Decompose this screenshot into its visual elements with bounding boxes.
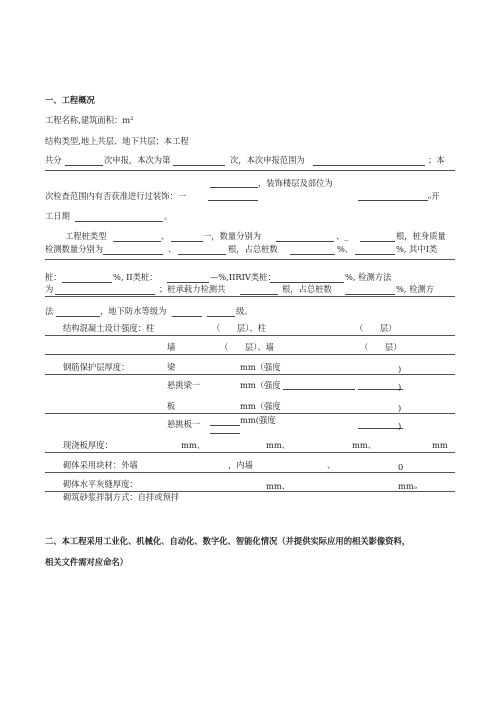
rule-line [45,170,455,171]
blank-method [55,294,155,295]
section-2-title-line-2: 相关文件需对应命名） [45,557,128,567]
close-paren: ) [398,403,402,413]
section-1-title: 一、工程概况 [45,95,95,105]
cover-label: 钢筋保护层厚度： [63,362,130,372]
decoration-floor-text: ，装饰楼层及部位为 [258,178,333,188]
blank-declare-count [65,165,103,166]
blank-class34 [270,282,344,283]
pile-count-text: 一，数量分别为 [203,231,262,241]
cast-mm-1: mm、 [181,440,206,450]
bearing-ratio-text: 根，占总桩数 [282,284,332,294]
blank-pile-type-2 [171,241,203,242]
blank-decoration-floor [210,187,258,188]
rule-line [45,374,455,375]
declare-current-text: 次申报，本次为第 [104,155,171,165]
blank-cantilever-slab-2 [210,433,240,434]
rule-line [45,452,455,453]
blank-pile-count-2 [360,241,395,242]
blank-scope [313,165,425,166]
concrete-column-floor-2: （ 层） [355,323,397,333]
rule-line [45,354,455,355]
waterproof-text: ，地下防水等级为 [100,306,167,316]
blank-cantilever-slab-1 [210,425,240,426]
class2-text: %, II类桩： [113,272,158,282]
concrete-wall-label: 墙 [167,342,176,352]
start-date-label: 工日期 [45,211,70,221]
cover-beam-mm: mm（强度 [240,362,281,372]
rule-line [45,296,455,297]
declare-suffix: ；本 [428,155,445,165]
separator: 、 [327,460,336,470]
blank-cantilever-beam-strength-1 [283,389,355,390]
blank-decoration-approved [208,200,258,201]
blank-current-no [173,165,225,166]
cast-mm-2: mm、 [266,440,291,450]
blank-pile-type-1 [113,241,161,242]
masonry-label: 砌体采用块材：外墙 [63,460,138,470]
blank-ratio-2 [355,254,395,255]
bearing-text: ；桩承载力检测共 [159,284,226,294]
cover-cantilever-beam: 悬挑梁一 [167,380,201,390]
blank-waterproof-1 [172,316,202,317]
cast-mm-3: mm、 [352,440,377,450]
joint-label: 砌体水平灰缝厚度： [63,479,138,489]
period: 。 [164,211,173,221]
blank-method-2 [56,316,100,317]
blank-class1 [62,282,112,283]
cover-cantilever-slab-mm: mm(强度 [240,415,276,425]
close-paren: ) [398,382,402,392]
blank-start-date [75,221,163,222]
pile-label: 桩： [45,272,62,282]
section-2-title-line-1: 二、本工程采用工业化、机械化、自动化、数字化、智能化情况（并提供实际应用的相关影像资料， [45,536,411,546]
close-paren: ) [398,364,402,374]
masonry-end: 0 [398,462,404,472]
rule-line [45,472,455,473]
pile-detect-text: 检测数量分别为 [45,244,104,254]
blank-detect-2 [178,254,226,255]
class34-text: —%,IIRIV类桩： [210,272,276,282]
pile-type-label: 工程桩类型 [65,231,107,241]
blank-detect-1 [103,254,163,255]
rule-line [45,259,455,260]
mortar-line: 砌筑砂浆拌制方式：自拌或预拌 [63,492,180,502]
bearing-method-text: %, 检测方 [396,284,435,294]
cover-cantilever-beam-mm: mm（强度 [240,380,281,390]
declare-count-prefix: 共分 [45,155,62,165]
cast-slab-label: 现浇板厚度： [63,440,113,450]
rule-line [45,335,455,336]
blank-ratio-1 [290,254,335,255]
cover-slab: 板 [167,401,176,411]
cover-slab-mm: mm（强度 [240,401,281,411]
class1-text: %, 其中I类 [396,244,438,254]
start-suffix: ₒ开 [428,191,440,201]
cover-beam: 梁 [167,362,176,372]
blank-bearing-count [240,294,278,295]
separator: 、 [161,231,170,241]
decoration-check-text: 次检查范围内有否获准进行过装饰：一 [45,191,187,201]
declare-scope-text: 次，本次申报范围为 [230,155,305,165]
blank-pile-count-1 [276,241,334,242]
cast-mm-4: mm [432,440,448,450]
method-as: 为 [45,284,54,294]
joint-mm-2: mmₒ [398,481,417,491]
concrete-column-floor-1: （ 层）、柱 [212,323,266,333]
cover-cantilever-slab: 悬挑板一 [167,419,201,429]
rule-line [45,413,455,414]
pile-quality-text: 根，桩身质量 [396,231,446,241]
close-paren: ) [398,421,402,431]
concrete-wall-floor-2: （ 层） [360,342,402,352]
blank-cantilever-slab-strength [358,428,403,429]
blank-bearing-ratio [345,294,395,295]
method-label: 法 [45,306,54,316]
grade-suffix: 级。 [236,306,253,316]
blank-waterproof-2 [207,316,235,317]
blank-class2 [167,282,209,283]
concrete-label: 结构混凝土设计强度：柱 [63,323,155,333]
separator: 、_ [336,231,349,241]
blank-start-date-a [358,200,428,201]
concrete-wall-floor-1: （ 层）、墙 [220,342,274,352]
pile-ratio-text: 根，占总桩数 [228,244,278,254]
project-name-line: 工程名称,建筑面积：m² [45,115,134,125]
joint-mm-1: mm、 [266,481,291,491]
separator: 、 [168,244,177,254]
detect-method-text: %, 检测方法 [345,272,392,282]
blank-cantilever-beam-strength-2 [358,389,403,390]
structure-type-line: 结构类型,地上共层、地下共层；本工程 [45,136,189,146]
masonry-inner: ，内墙 [228,460,253,470]
percent-sep: %、 [337,244,354,254]
